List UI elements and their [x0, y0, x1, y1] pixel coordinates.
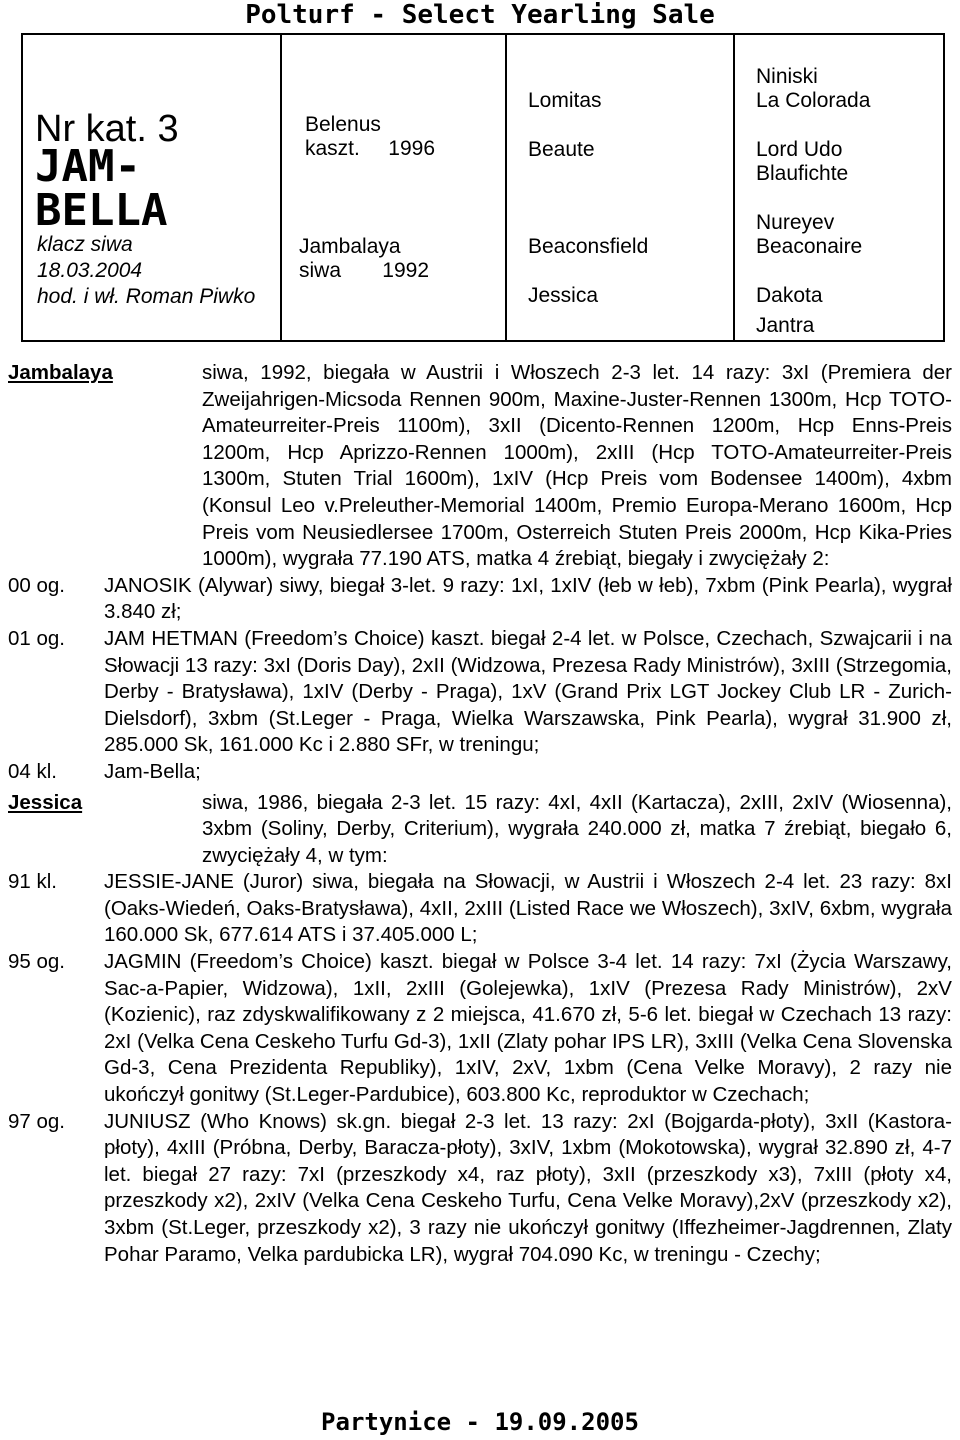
- offspring-text: JUNIUSZ (Who Knows) sk.gn. biegał 2-3 let. 13 razy: 2xI (Bojgarda-płoty), 3xII (Kastora-płoty), 4xIII (Próbna, Derby, Baracza-płoty), 3xIV, 1xbm (Mokotowska), wygrał 32.890 zł, 4-7 let. biegał 27 razy: 7xI (przeszkody x4, raz płoty), 3xII (przeszkody x3), 7xIII (płoty x4, przeszkody x2), 2xIV (Velka Cena Ceskeho Turfu, Cena Velke Moravy),2xV (przeszkody x2), 3xbm (St.Leger, przeszkody x2), 3 razy nie ukończył gonitwy (Iffezheimer-Jagdrennen, Zlaty Pohar Paramo, Velka pardubicka LR), wygrał 704.090 Kc, w treningu - Czechy;: [104, 1109, 952, 1266]
- great-grandparent: Beaconaire: [756, 235, 863, 258]
- offspring-year: 01 og.: [8, 626, 65, 650]
- great-grandparent: La Colorada: [756, 89, 871, 112]
- offspring-year: 95 og.: [8, 950, 65, 974]
- offspring-year: 00 og.: [8, 573, 65, 597]
- race-record: [0, 360, 960, 1268]
- dam: Jambalaya siwa 1992: [299, 235, 429, 282]
- pedigree-divider: [280, 35, 282, 340]
- offspring-entry: [0, 869, 960, 949]
- dam-record: [0, 360, 960, 573]
- offspring-entry: [0, 626, 960, 759]
- great-grandparent: Jantra: [756, 314, 815, 337]
- offspring-text: JAM HETMAN (Freedom’s Choice) kaszt. biegał 2-4 let. w Polsce, Czechach, Szwajcarii i na Słowacji 13 razy: 3xI (Doris Day), 2xII (Widzowa, Prezesa Rady Ministrów), 3xIII (Strzegomia, Derby - Bratysława), 1xIV (Derby - Praga), 1xV (Grand Prix LGT Jockey Club LR - Zurich-Dielsdorf), 3xbm (St.Leger - Praga, Wielka Warszawska, Pink Pearla), wygrał 31.900 zł, 285.000 Sk, 161.000 Kc i 2.880 SFr, w treningu;: [104, 626, 952, 757]
- catalog-number: Nr kat. 3: [35, 108, 179, 150]
- great-grandparent: Dakota: [756, 284, 823, 307]
- great-grandparent: Nureyev: [756, 211, 835, 234]
- footer-location-date: Partynice - 19.09.2005: [321, 1408, 639, 1436]
- granddam-maternal: Jessica: [528, 284, 599, 307]
- offspring-entry: [0, 759, 960, 786]
- sex-color: klacz siwa: [37, 233, 133, 256]
- grandsire-paternal: Lomitas: [528, 89, 602, 112]
- offspring-year: 97 og.: [8, 1109, 65, 1133]
- offspring-entry: [0, 573, 960, 626]
- offspring-text: JAGMIN (Freedom’s Choice) kaszt. biegał w Polsce 3-4 let. 14 razy: 7xI (Życia Warszawy, Sac-a-Papier, Widzowa), 1xII, 2xIII (Golejewka), 1xIV (Prezesa Rady Ministrów), 2xV (Kozienic), raz zdyskwalifikowany z 2 miejsca, 41.670 zł, 5-6 let. biegał w Czechach 13 razy: 2xI (Velka Cena Ceskeho Turfu Gd-3), 1xII (Zlaty pohar IPS LR), 3xIII (Velka Cena Slovenska Gd-3, Cena Prezidenta Republiky), 1xIV, 2xV, 1xbm (Cena Velke Moravy), 2 razy nie ukończył gonitwy (St.Leger-Pardubice), 603.800 Kc, reproduktor w Czechach;: [104, 950, 952, 1107]
- offspring-entry: [0, 1109, 960, 1269]
- offspring-text: JANOSIK (Alywar) siwy, biegał 3-let. 9 razy: 1xI, 1xIV (łeb w łeb), 7xbm (Pink Pearla), wygrał 3.840 zł;: [104, 573, 952, 624]
- pedigree-table: [21, 33, 945, 342]
- dam-record-text: siwa, 1992, biegała w Austrii i Włoszech 2-3 let. 14 razy: 3xI (Premiera der Zweijahrigen-Micsoda Rennen 900m, Maxine-Juster-Rennen 1300m, Hcp TOTO-Amateurreiter-Preis 1100m), 3xII (Dicento-Rennen 1200m, Hcp Enns-Preis 1200m, Hcp Aprizzo-Rennen 1000m), 2xIII (Hcp TOTO-Amateurreiter-Preis 1300m, Stuten Trial 1600m), 1xIV (Hcp Preis vom Bodensee 1400m), 4xbm (Konsul Leo v.Preleuther-Memorial 1400m, Premio Europa-Merano 1600m, Hcp Preis vom Neusiedlersee 1700m, Osterreich Stuten Preis 2000m, Hcp Kika-Pries 1000m), wygrała 77.190 ATS, matka 4 źrebiąt, biegały i zwyciężały 2:: [202, 361, 952, 571]
- offspring-year: 91 kl.: [8, 870, 57, 894]
- pedigree-divider: [505, 35, 507, 340]
- pedigree-divider: [733, 35, 735, 340]
- page-title: Polturf - Select Yearling Sale: [245, 0, 715, 30]
- granddam-record-text: siwa, 1986, biegała 2-3 let. 15 razy: 4xI, 4xII (Kartacza), 2xIII, 2xIV (Wiosenna), 3xbm (Soliny, Derby, Criterium), wygrała 240.000 zł, matka 7 źrebiąt, biegało 6, zwyciężały 4, w tym:: [202, 790, 952, 867]
- horse-name: JAM- BELLA: [35, 141, 168, 236]
- offspring-text: Jam-Bella;: [104, 759, 201, 783]
- grandsire-maternal: Beaconsfield: [528, 235, 649, 258]
- offspring-year: 04 kl.: [8, 759, 57, 783]
- great-grandparent: Niniski: [756, 65, 818, 88]
- offspring-text: JESSIE-JANE (Juror) siwa, biegała na Słowacji, w Austrii i Włoszech 2-4 let. 23 razy: 8xI (Oaks-Wiedeń, Oaks-Bratysława), 4xII, 2xIII (Listed Race we Włoszech), 3xIV, 6xbm, wygrała 160.000 Sk, 677.614 ATS i 37.405.000 L;: [104, 870, 952, 947]
- sire: Belenus kaszt. 1996: [305, 113, 435, 160]
- granddam-paternal: Beaute: [528, 138, 595, 161]
- great-grandparent: Blaufichte: [756, 162, 849, 185]
- granddam-name: Jessica: [8, 790, 83, 814]
- breeder-owner: hod. i wł. Roman Piwko: [37, 285, 256, 308]
- birth-date: 18.03.2004: [37, 259, 143, 282]
- dam-name: Jambalaya: [8, 361, 113, 384]
- granddam-record: [0, 790, 960, 870]
- offspring-entry: [0, 949, 960, 1109]
- great-grandparent: Lord Udo: [756, 138, 843, 161]
